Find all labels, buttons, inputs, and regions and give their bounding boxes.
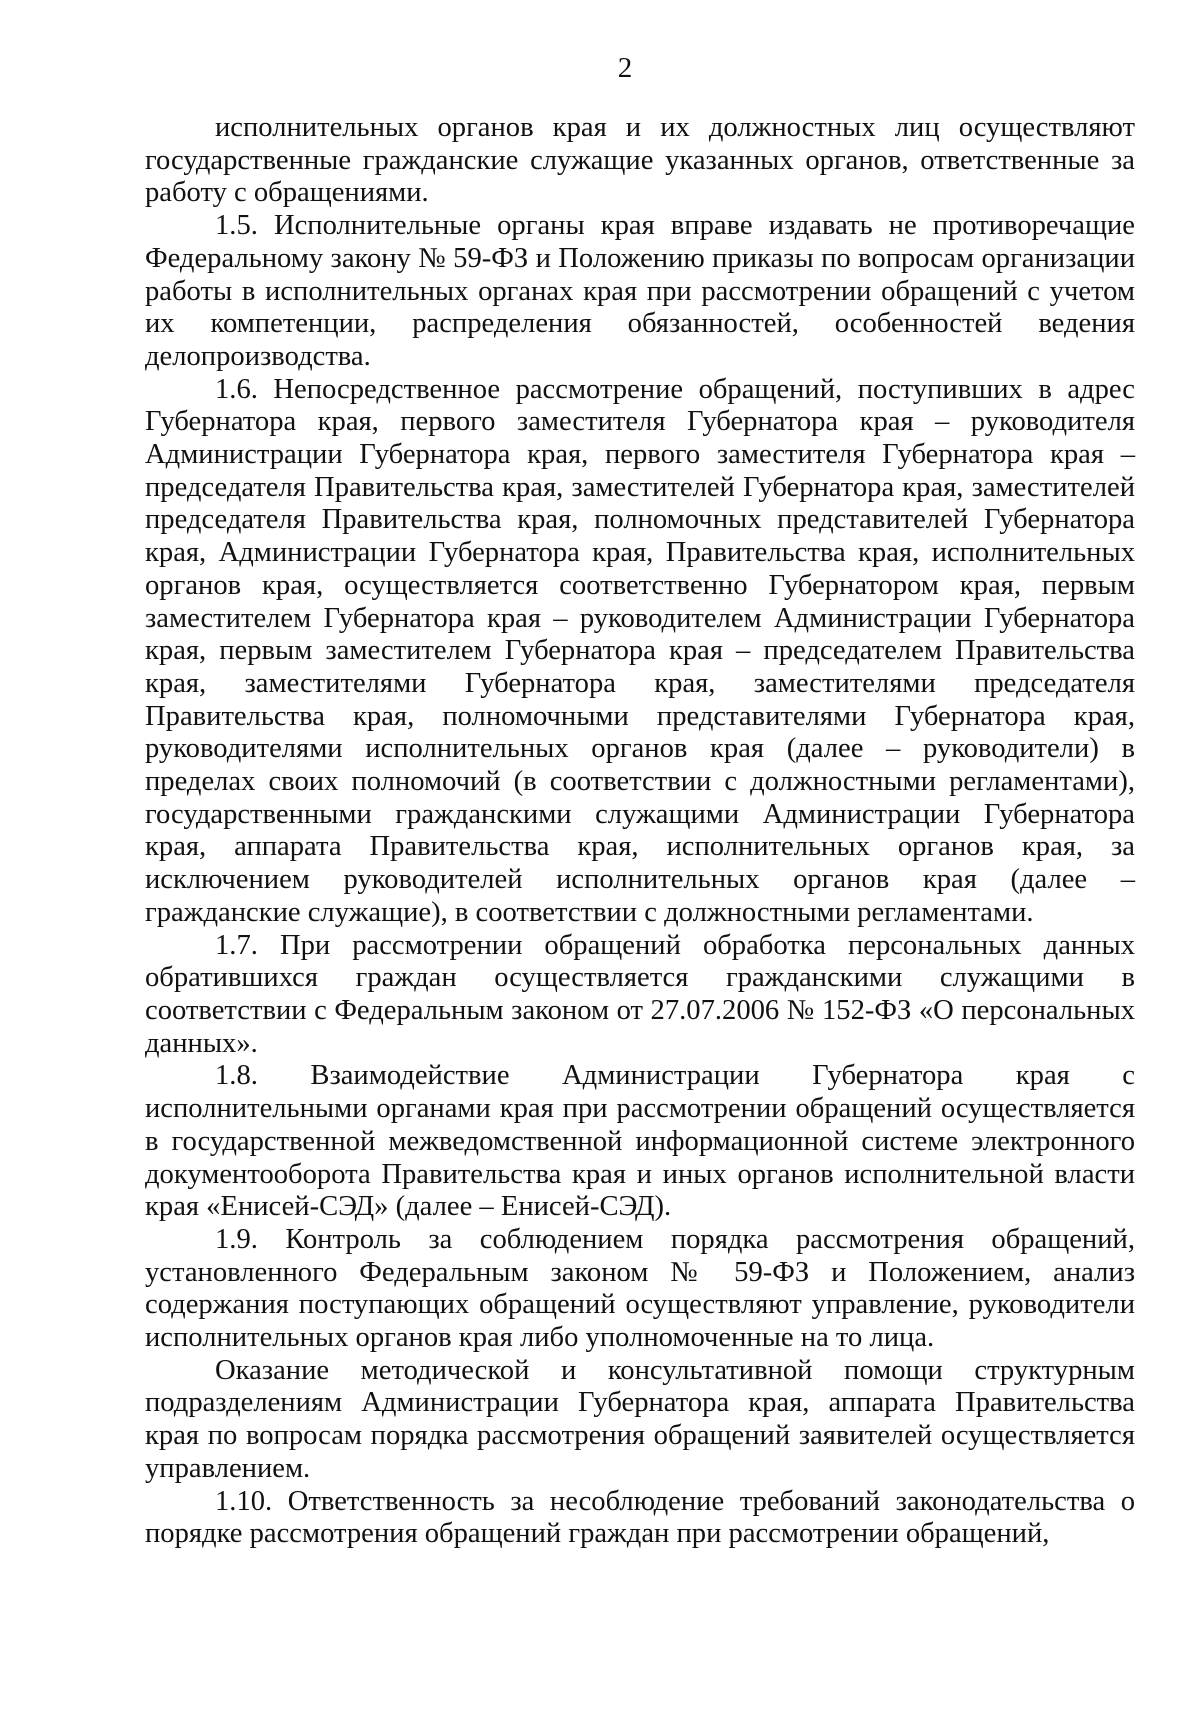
paragraph-continuation: исполнительных органов края и их должностных лиц осуществляют государственные гражданские служащие указанных органов, ответственные за работу с обращениями. bbox=[145, 112, 1135, 209]
page-number: 2 bbox=[617, 52, 633, 84]
paragraph-1-6: 1.6. Непосредственное рассмотрение обращений, поступивших в адрес Губернатора края, первого заместителя Губернатора края – руководителя Администрации Губернатора края, первого заместителя Губернатора края – председателя Правительства края, заместителей Губернатора края, заместителей председателя Правительства края, полномочных представителей Губернатора края, Администрации Губернатора края, Правительства края, исполнительных органов края, осуществляется соответственно Губернатором края, первым заместителем Губернатора края – руководителем Администрации Губернатора края, первым заместителем Губернатора края – председателем Правительства края, заместителями Губернатора края, заместителями председателя Правительства края, полномочными представителями Губернатора края, руководителями исполнительных органов края (далее – руководители) в пределах своих полномочий (в соответствии с должностными регламентами), государственными гражданскими служащими Администрации Губернатора края, аппарата Правительства края, исполнительных органов края, за исключением руководителей исполнительных органов края (далее – гражданские служащие), в соответствии с должностными регламентами. bbox=[145, 373, 1135, 928]
paragraph-1-7: 1.7. При рассмотрении обращений обработка персональных данных обратившихся граждан осуществляется гражданскими служащими в соответствии с Федеральным законом от 27.07.2006 № 152-ФЗ «О персональных данных». bbox=[145, 929, 1135, 1059]
paragraph-1-9-methodical-help: Оказание методической и консультативной помощи структурным подразделениям Администрации Губернатора края, аппарата Правительства края по вопросам порядка рассмотрения обращений заявителей осуществляется управлением. bbox=[145, 1354, 1135, 1484]
paragraph-1-9: 1.9. Контроль за соблюдением порядка рассмотрения обращений, установленного Федеральным законом № 59-ФЗ и Положением, анализ содержания поступающих обращений осуществляют управление, руководители исполнительных органов края либо уполномоченные на то лица. bbox=[145, 1223, 1135, 1354]
paragraph-1-10: 1.10. Ответственность за несоблюдение требований законодательства о порядке рассмотрения обращений граждан при рассмотрении обращений, bbox=[145, 1485, 1135, 1550]
document-body bbox=[145, 112, 1135, 1551]
paragraph-1-8: 1.8. Взаимодействие Администрации Губернатора края с исполнительными органами края при рассмотрении обращений осуществляется в государственной межведомственной информационной системе электронного документооборота Правительства края и иных органов исполнительной власти края «Енисей-СЭД» (далее – Енисей-СЭД). bbox=[145, 1060, 1135, 1223]
paragraph-1-5: 1.5. Исполнительные органы края вправе издавать не противоречащие Федеральному закону № 59-ФЗ и Положению приказы по вопросам организации работы в исполнительных органах края при рассмотрении обращений с учетом их компетенции, распределения обязанностей, особенностей ведения делопроизводства. bbox=[145, 210, 1135, 372]
